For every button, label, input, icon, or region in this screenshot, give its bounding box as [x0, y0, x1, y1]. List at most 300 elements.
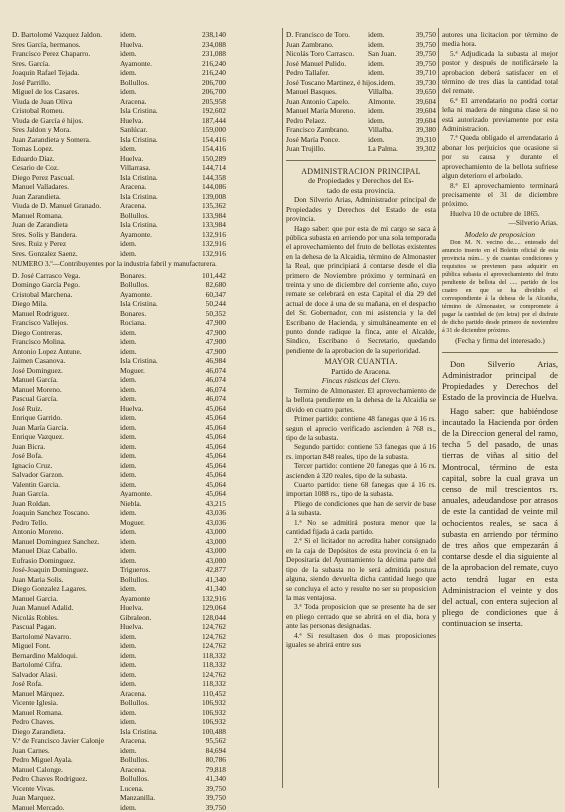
row-place: idem.	[120, 461, 178, 471]
row-place: idem.	[120, 375, 178, 385]
condition-4: 4.ª Si resultasen dos ó mas proposiciones iguales se abrirá entre sus	[286, 631, 436, 650]
row-place: idem.	[120, 385, 178, 395]
list-row	[12, 271, 280, 281]
condition-7: 7.ª Queda obligado el arrendatario á abonar los perjuicios que ocasione si por su causa y durante el aprovechamiento de la bellota sufriese algun deterioro el arbolado.	[442, 133, 558, 180]
section-title-partido: Partido de Aracena.	[286, 367, 436, 377]
row-name: Sres. Ruiz y Perez	[12, 239, 120, 249]
row-place: San Juan.	[368, 49, 411, 59]
list-row	[12, 480, 280, 490]
condition-2: 2.ª Si el licitador no acredita haber consignado en la caja de Depósitos de esta provincia ó en la Depositaria del Ayuntamiento la décima parte del tipo de la subasta no le será admitida postura alguna, siendo devuelta dicha cantidad luego que se concluya el acto y resulte no ser su proposicion la mas ventajosa.	[286, 536, 436, 602]
list-row	[286, 116, 436, 126]
row-name: Cesario de Coz.	[12, 163, 120, 173]
list-row	[12, 556, 280, 566]
row-place: idem.	[120, 651, 178, 661]
row-name: Juan Carnes.	[12, 746, 120, 756]
notice-intro: Don Silverio Arias, Administrador principal de Propiedades y Derechos del Estado de esta provincia.	[286, 195, 436, 223]
row-amount: 47,900	[178, 337, 226, 347]
list-row	[12, 793, 280, 803]
row-name: D. Bartolomé Vazquez Jaldon.	[12, 30, 120, 40]
list-row	[12, 708, 280, 718]
row-place: idem.	[120, 451, 178, 461]
section-title-fincas: Fincas rústicas del Clero.	[286, 376, 436, 386]
list-row	[12, 746, 280, 756]
list-row	[12, 299, 280, 309]
list-row	[12, 87, 280, 97]
row-place: Huelva.	[120, 404, 178, 414]
contributor-list-a	[12, 30, 280, 258]
list-row	[12, 59, 280, 69]
row-amount: 46,984	[178, 356, 226, 366]
row-amount: 133,984	[178, 211, 226, 221]
row-amount: 101,442	[178, 271, 226, 281]
list-row	[12, 755, 280, 765]
row-place: idem.	[120, 803, 178, 812]
row-name: Manuel Romana.	[12, 708, 120, 718]
row-place: Isla Cristina.	[120, 135, 178, 145]
row-name: Manuel Basques.	[286, 87, 368, 97]
row-name: Cristobal Marchena.	[12, 290, 120, 300]
row-name: Diego Perez Pascual.	[12, 173, 120, 183]
list-row	[286, 135, 436, 145]
list-row	[12, 30, 280, 40]
row-place: Ayamonte.	[120, 59, 178, 69]
row-place: Isla Cristina.	[120, 173, 178, 183]
list-row	[12, 689, 280, 699]
row-place: idem.	[120, 470, 178, 480]
row-place: idem.	[368, 59, 411, 69]
row-place: Huelva.	[120, 603, 178, 613]
row-place: Aracena.	[120, 182, 178, 192]
row-amount: 234,088	[178, 40, 226, 50]
row-amount: 42,877	[178, 565, 226, 575]
row-place: Villarrasa.	[120, 163, 178, 173]
row-name: Manuel Valladares.	[12, 182, 120, 192]
row-place: Isla Cristina.	[120, 192, 178, 202]
notice-subheading-2: tado de esta provincia.	[286, 186, 436, 196]
row-name: Enrique Garrido.	[12, 413, 120, 423]
row-place: idem.	[120, 442, 178, 452]
list-row	[12, 211, 280, 221]
row-place: idem.	[120, 508, 178, 518]
row-place: idem.	[120, 746, 178, 756]
row-amount: 41,340	[178, 584, 226, 594]
row-place: idem.	[120, 144, 178, 154]
list-row	[12, 220, 280, 230]
list-row	[286, 78, 436, 88]
row-amount: 39,604	[411, 97, 436, 107]
list-row	[12, 309, 280, 319]
row-amount: 124,762	[178, 670, 226, 680]
row-amount: 118,332	[178, 679, 226, 689]
list-row	[12, 432, 280, 442]
row-name: Vicente Iglesia.	[12, 698, 120, 708]
date-line: Huelva 10 de octubre de 1865.	[442, 209, 558, 218]
row-name: Pedro Miguel Ayala.	[12, 755, 120, 765]
list-row	[12, 565, 280, 575]
row-place: Isla Cristina.	[120, 106, 178, 116]
row-amount: 154,416	[178, 144, 226, 154]
list-row	[12, 230, 280, 240]
row-place: idem.	[120, 546, 178, 556]
row-amount: 41,340	[178, 774, 226, 784]
row-name: Pascual Pagan.	[12, 622, 120, 632]
row-place: Isla Cristina.	[120, 220, 178, 230]
row-name: Juan Zarandieta.	[12, 192, 120, 202]
row-name: Francisco Molina.	[12, 337, 120, 347]
row-amount: 45,064	[178, 413, 226, 423]
row-amount: 46,074	[178, 385, 226, 395]
row-amount: 45,064	[178, 404, 226, 414]
row-place: Niebla.	[120, 499, 178, 509]
row-name: D. Francisco de Toro.	[286, 30, 368, 40]
paragraph-pliego: Pliego de condiciones que han de servir de base á la subasta.	[286, 499, 436, 518]
list-row	[12, 784, 280, 794]
row-amount: 47,900	[178, 318, 226, 328]
row-name: Nicolás Toro Carrasco.	[286, 49, 368, 59]
list-row	[12, 461, 280, 471]
row-name: Viuda de García é hijos.	[12, 116, 120, 126]
row-name: Juan María García.	[12, 423, 120, 433]
row-name: José Bofa.	[12, 451, 120, 461]
row-amount: 100,488	[178, 727, 226, 737]
row-place: idem.	[120, 68, 178, 78]
row-name: Sres. Gonzalez Saenz.	[12, 249, 120, 259]
row-amount: 39,750	[411, 49, 436, 59]
row-name: Juan Marquez.	[12, 793, 120, 803]
row-amount: 110,452	[178, 689, 226, 699]
row-amount: 118,332	[178, 651, 226, 661]
row-amount: 39,710	[411, 68, 436, 78]
list-row	[12, 49, 280, 59]
list-row	[12, 135, 280, 145]
row-place: Manzanilla.	[120, 793, 178, 803]
list-row	[12, 594, 280, 604]
list-row	[12, 78, 280, 88]
row-name: Diego Contreras.	[12, 328, 120, 338]
row-amount: 43,215	[178, 499, 226, 509]
row-amount: 144,358	[178, 173, 226, 183]
list-row	[12, 413, 280, 423]
row-name: Juan Trujillo.	[286, 144, 368, 154]
row-place: idem.	[120, 584, 178, 594]
row-name: Sres. García.	[12, 59, 120, 69]
row-amount: 154,416	[178, 135, 226, 145]
row-place: idem.	[368, 135, 411, 145]
paragraph-termino: Termino de Almonaster. El aprovechamiento de la bellota pendiente en la dehesa de la Alcaidia se divido en cuatro partes.	[286, 386, 436, 414]
row-name: Francisco Vallejos.	[12, 318, 120, 328]
row-amount: 41,340	[178, 575, 226, 585]
list-row	[12, 182, 280, 192]
row-amount: 192,602	[178, 106, 226, 116]
row-name: Manuel María Moreno.	[286, 106, 368, 116]
row-amount: 39,750	[178, 793, 226, 803]
row-place: Sanlúcar.	[120, 125, 178, 135]
row-name: Joaquin Sanchez Toscano.	[12, 508, 120, 518]
row-place: Gibraleon.	[120, 613, 178, 623]
row-place: idem.	[120, 423, 178, 433]
row-place: idem.	[379, 78, 415, 88]
row-name: Pedro Chaves.	[12, 717, 120, 727]
row-amount: 206,700	[178, 87, 226, 97]
row-amount: 47,900	[178, 328, 226, 338]
row-place: Trigueros.	[120, 565, 178, 575]
row-amount: 39,750	[178, 803, 226, 812]
row-amount: 128,044	[178, 613, 226, 623]
list-row	[12, 201, 280, 211]
row-name: Vicente Vivas.	[12, 784, 120, 794]
row-name: Juan Zambrano.	[286, 40, 368, 50]
list-row	[12, 632, 280, 642]
paragraph-tercer-partido: Tercer partido: contiene 20 fanegas que á 16 rs. ascienden á 320 reales, tipo de la subasta.	[286, 461, 436, 480]
row-name: Viuda de Juan Oliva	[12, 97, 120, 107]
row-place: idem.	[120, 30, 178, 40]
row-name: Diego Mila.	[12, 299, 120, 309]
list-row	[12, 173, 280, 183]
list-row	[286, 106, 436, 116]
row-amount: 43,000	[178, 546, 226, 556]
list-row	[12, 489, 280, 499]
list-row	[12, 356, 280, 366]
row-amount: 39,604	[411, 106, 436, 116]
list-row	[12, 527, 280, 537]
list-row	[12, 337, 280, 347]
row-amount: 118,332	[178, 660, 226, 670]
list-row	[12, 442, 280, 452]
list-row	[12, 518, 280, 528]
row-amount: 50,244	[178, 299, 226, 309]
row-amount: 79,818	[178, 765, 226, 775]
row-amount: 106,932	[178, 717, 226, 727]
row-name: Manuel Diaz Caballo.	[12, 546, 120, 556]
condition-6: 6.ª El arrendatario no podrá cortar leña ni madera de ninguna clase si no está autorizado previamente por esta Administracion.	[442, 96, 558, 134]
row-name: Manuel Rodriguez.	[12, 309, 120, 319]
row-place: idem.	[120, 239, 178, 249]
row-amount: 139,008	[178, 192, 226, 202]
row-name: Diego Zarandieta.	[12, 727, 120, 737]
row-place: Huelva.	[120, 154, 178, 164]
row-name: Sres García, hermanos.	[12, 40, 120, 50]
list-row	[286, 40, 436, 50]
row-amount: 39,750	[411, 59, 436, 69]
list-row	[12, 774, 280, 784]
row-place: idem.	[120, 337, 178, 347]
list-row	[12, 97, 280, 107]
row-amount: 106,932	[178, 698, 226, 708]
list-row	[12, 641, 280, 651]
row-amount: 39,750	[178, 784, 226, 794]
row-place: Villalba.	[368, 87, 411, 97]
list-row	[12, 727, 280, 737]
row-amount: 50,352	[178, 309, 226, 319]
row-place: idem.	[368, 106, 411, 116]
row-amount: 124,762	[178, 641, 226, 651]
row-place: idem.	[120, 87, 178, 97]
row-place: idem.	[120, 432, 178, 442]
list-row	[12, 651, 280, 661]
list-row	[286, 30, 436, 40]
row-name: Sres. Solís y Bandera.	[12, 230, 120, 240]
row-name: Manuel Garcia.	[12, 594, 120, 604]
row-name: Miguel de los Casares.	[12, 87, 120, 97]
list-row	[12, 290, 280, 300]
row-name: Miguel Font.	[12, 641, 120, 651]
paragraph-primer-partido: Primer partido: contiene 48 fanegas que á 16 rs. segun el aprecio verificado ascienden á 768 rs., tipo de la subasta.	[286, 414, 436, 442]
row-place: Bollullos.	[120, 575, 178, 585]
row-name: Ignacio Cruz.	[12, 461, 120, 471]
row-place: Ayamonte	[120, 594, 178, 604]
row-amount: 129,064	[178, 603, 226, 613]
row-place: idem.	[120, 49, 178, 59]
row-place: idem.	[120, 537, 178, 547]
row-name: Manuel Romana.	[12, 211, 120, 221]
row-place: Bollullos.	[120, 211, 178, 221]
row-name: Antonio Moreno.	[12, 527, 120, 537]
row-name: Enrique Vazquez.	[12, 432, 120, 442]
row-amount: 132,916	[178, 239, 226, 249]
row-place: Lucena.	[120, 784, 178, 794]
model-signature: (Fecha y firma del interesado.)	[442, 336, 558, 346]
row-name: Manuel Calonge.	[12, 765, 120, 775]
row-name: Pedro Pelaez.	[286, 116, 368, 126]
row-place: Rociana.	[120, 318, 178, 328]
row-name: Juan Manuel Adalid.	[12, 603, 120, 613]
contributor-list-continued	[286, 30, 436, 154]
row-name: Francisco Zambrano.	[286, 125, 368, 135]
row-place: idem.	[120, 556, 178, 566]
right-column	[442, 30, 558, 630]
row-place: Ayamonte.	[120, 489, 178, 499]
row-amount: 187,444	[178, 116, 226, 126]
list-row	[12, 154, 280, 164]
row-name: Cristobal Romeu.	[12, 106, 120, 116]
column-divider-left	[282, 28, 283, 788]
row-name: José Toscano Martinez, é hijos.	[286, 78, 379, 88]
row-place: idem.	[120, 527, 178, 537]
list-row	[12, 679, 280, 689]
list-row	[12, 575, 280, 585]
list-row	[12, 670, 280, 680]
row-amount: 106,932	[178, 708, 226, 718]
row-place: La Palma.	[368, 144, 411, 154]
list-row	[12, 660, 280, 670]
row-amount: 39,730	[415, 78, 436, 88]
row-place: Aracena.	[120, 201, 178, 211]
row-name: Antonio Lopez Antune.	[12, 347, 120, 357]
condition-5: 5.ª Adjudicada la subasta al mejor postor y después de notificársele la aprobacion deberá satisfacer en el término de tres dias la cantidad total del remate.	[442, 49, 558, 96]
list-row	[286, 87, 436, 97]
condition-1: 1.ª No se admitirá postura menor que la cantidad fijada á cada partido.	[286, 518, 436, 537]
row-place: Bollullos.	[120, 280, 178, 290]
row-place: Moguer.	[120, 366, 178, 376]
list-row	[12, 106, 280, 116]
row-name: Juan Maria Solis.	[12, 575, 120, 585]
model-heading: Modelo de proposicion	[442, 230, 558, 240]
row-place: idem.	[368, 116, 411, 126]
list-row	[12, 144, 280, 154]
list-row	[12, 803, 280, 812]
list-row	[286, 49, 436, 59]
row-amount: 45,064	[178, 451, 226, 461]
row-amount: 43,000	[178, 527, 226, 537]
row-place: Bonares.	[120, 271, 178, 281]
edict-body: Hago saber: que habiéndose incautado la Hacienda por órden de la Direccion general del ramo, techa 5 del pasado, de unas tierras de viñas al sitio del Montrocal, término de esta capital, sobre la cual grava un censo de mil trescientos rs. anuales, adeudandose por atrasos de este la cantidad de veinte mil ochocientos reales, se saca á subasta en arriendo por término de tres años que empezarán á contarse desde el dia siguiente al de la aprobacion del remate, cuyo acto tendrá lugar en esta Administracion el veinte y dos del actual, con entera sujecion al pliego de condiciones que á continuacion se inserta.	[442, 406, 558, 630]
list-row	[12, 584, 280, 594]
model-text: Don M. N. vecino de..... enterado del anuncio inserto en el Boletin oficial de esta provincia núm... y de cuantas condiciones y requisitos se previenen para adquirir en pública subasta el aprovechamiento del fruto pendiente de bellota del ..... partido de los cuatro en que se ha dividido el correspondiente á la dehesa de la Alcaidia, término de Almonaster, se compromete á pagar la cantidad de (en letra) por el disfrute de dicho partido desde primero de noviembre á 31 de diciembre próximo.	[442, 239, 558, 335]
row-amount: 39,750	[411, 30, 436, 40]
row-amount: 39,310	[411, 135, 436, 145]
row-amount: 205,958	[178, 97, 226, 107]
list-row	[12, 546, 280, 556]
row-name: Eufrasio Dominguez.	[12, 556, 120, 566]
section-heading: NUMERO 3.º—Contribuyentes por la industria fabril y manufacturera.	[12, 260, 280, 270]
list-row	[12, 622, 280, 632]
row-amount: 133,984	[178, 220, 226, 230]
row-amount: 60,347	[178, 290, 226, 300]
row-amount: 132,916	[178, 594, 226, 604]
row-place: idem.	[120, 249, 178, 259]
list-row	[286, 68, 436, 78]
row-amount: 84,694	[178, 746, 226, 756]
row-amount: 95,562	[178, 736, 226, 746]
list-row	[12, 394, 280, 404]
row-amount: 46,074	[178, 366, 226, 376]
row-name: Juan Roldan.	[12, 499, 120, 509]
row-name: Salvador Garzon.	[12, 470, 120, 480]
row-name: José Ruiz.	[12, 404, 120, 414]
row-amount: 216,240	[178, 68, 226, 78]
row-amount: 124,762	[178, 622, 226, 632]
row-place: Aracena.	[120, 736, 178, 746]
list-row	[286, 144, 436, 154]
row-name: Manuel García.	[12, 375, 120, 385]
row-name: Viuda de D. Manuel Granado.	[12, 201, 120, 211]
row-amount: 43,036	[178, 518, 226, 528]
row-place: idem.	[120, 394, 178, 404]
row-name: Manuel Márquez.	[12, 689, 120, 699]
row-place: Bonares.	[120, 309, 178, 319]
row-amount: 45,064	[178, 489, 226, 499]
list-row	[286, 59, 436, 69]
row-place: idem.	[368, 40, 411, 50]
row-name: José Rofa.	[12, 679, 120, 689]
list-row	[12, 508, 280, 518]
row-name: Manuel Mercado.	[12, 803, 120, 812]
row-amount: 82,680	[178, 280, 226, 290]
row-amount: 238,140	[178, 30, 226, 40]
list-row	[12, 451, 280, 461]
row-amount: 231,088	[178, 49, 226, 59]
row-name: Valentin Garcia.	[12, 480, 120, 490]
row-place: idem.	[120, 660, 178, 670]
list-row	[12, 318, 280, 328]
row-place: Moguer.	[120, 518, 178, 528]
row-name: Bernardino Maldoqui.	[12, 651, 120, 661]
row-amount: 47,900	[178, 347, 226, 357]
row-name: Pascual García.	[12, 394, 120, 404]
list-row	[12, 499, 280, 509]
row-name: Juan Antonio Capelo.	[286, 97, 368, 107]
row-name: José María Ponce.	[286, 135, 368, 145]
row-amount: 206,700	[178, 78, 226, 88]
row-name: Salvador Alasi.	[12, 670, 120, 680]
list-row	[12, 280, 280, 290]
row-name: José-Joaquin Dominguez.	[12, 565, 120, 575]
row-name: Eduardo Díaz.	[12, 154, 120, 164]
row-place: Ayamonte.	[120, 290, 178, 300]
list-row	[12, 603, 280, 613]
row-name: José Parrillo.	[12, 78, 120, 88]
signature-line: —Silverio Arias.	[442, 218, 558, 227]
